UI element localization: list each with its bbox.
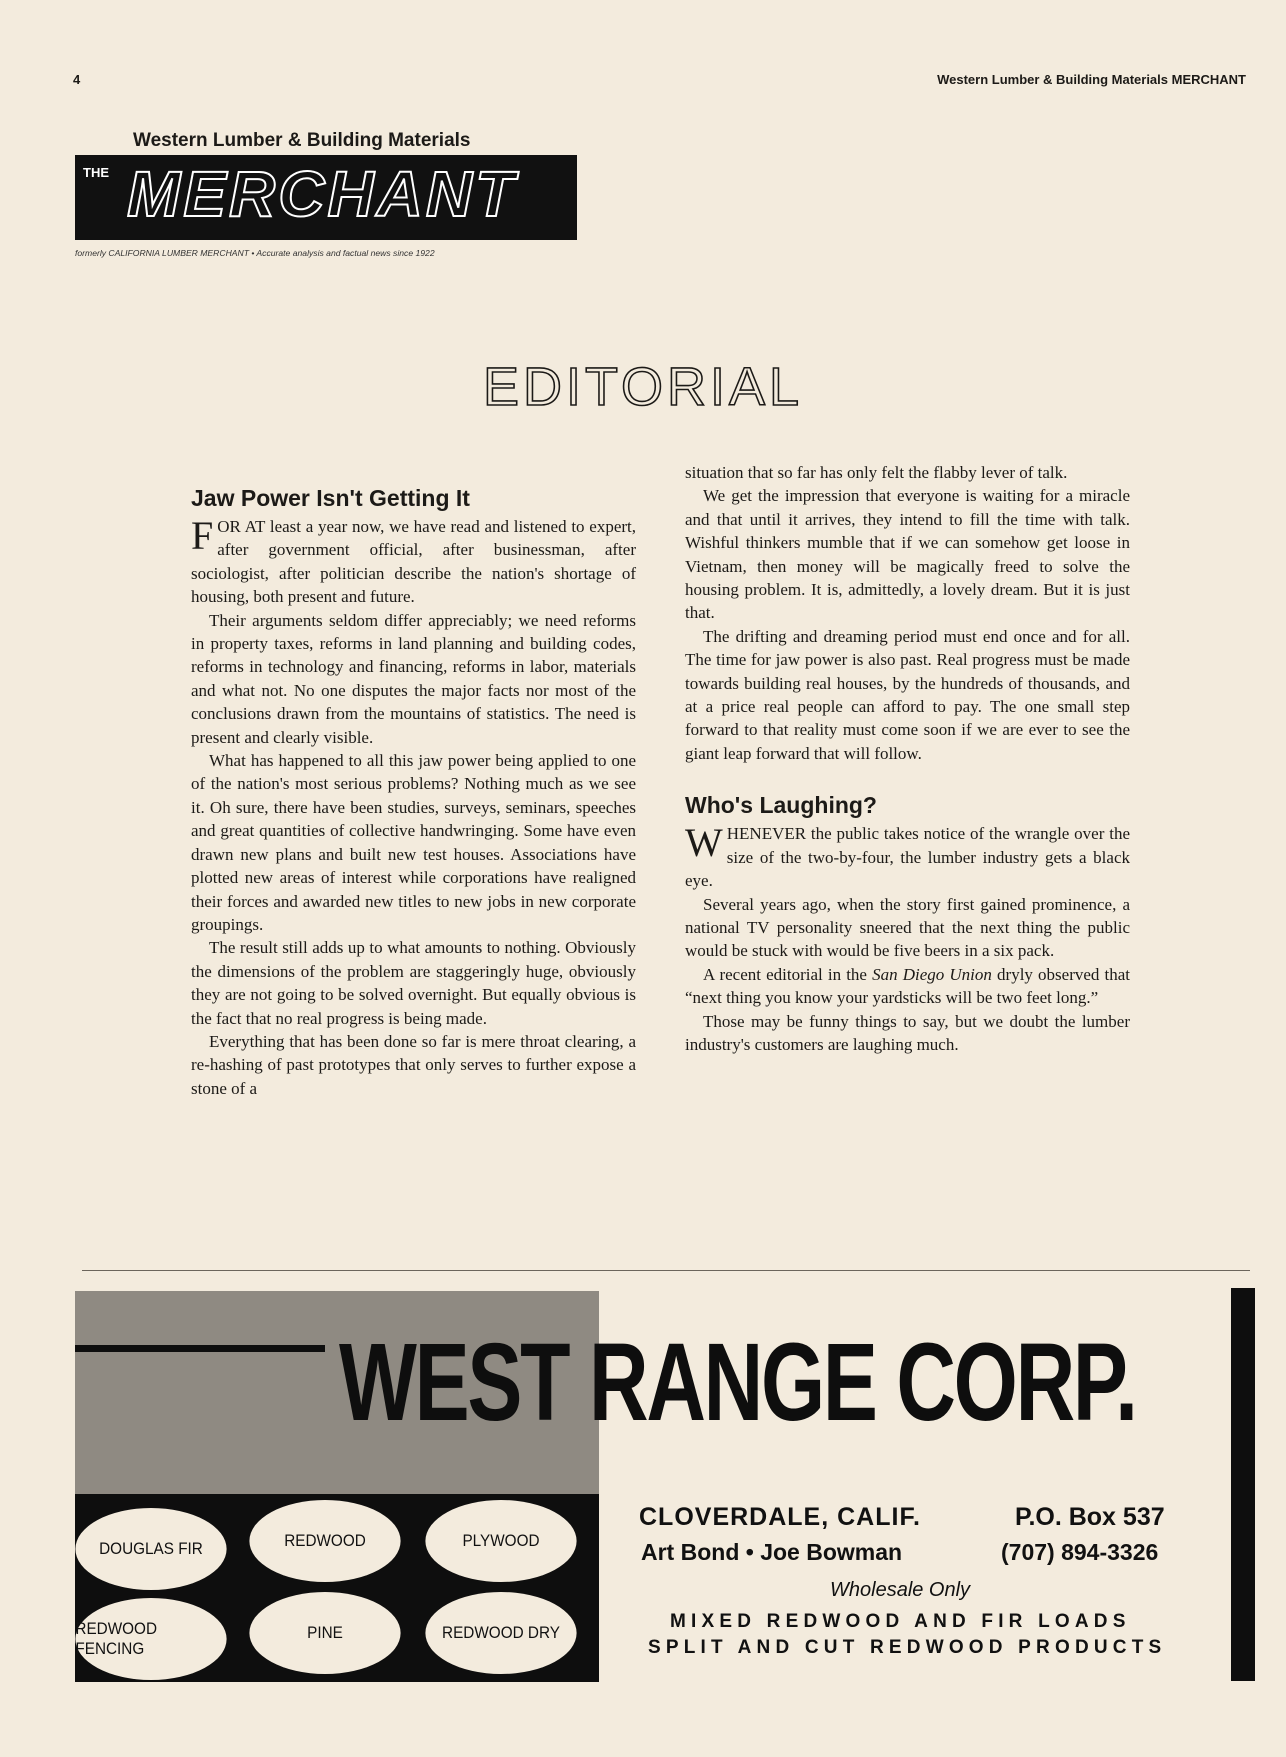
ad-city: CLOVERDALE, CALIF. bbox=[639, 1503, 921, 1531]
article-paragraph: WHENEVER the public takes notice of the wrangle over the size of the two-by-four, the lumber industry gets a black eye. bbox=[685, 820, 1130, 891]
article-paragraph: Their arguments seldom differ appreciably; we need reforms in property taxes, reforms in land planning and building codes, reforms in technology and financing, reforms in labor, materials and what not. No one disputes the major facts nor most of the conclusions drawn from the mountains of statistics. The need is present and clearly visible. bbox=[191, 610, 636, 747]
drop-cap: F bbox=[191, 513, 214, 558]
masthead-logo bbox=[75, 155, 577, 240]
article-title: Jaw Power Isn't Getting It bbox=[191, 485, 470, 511]
page-number: 4 bbox=[73, 72, 81, 87]
article-title: Who's Laughing? bbox=[685, 792, 877, 819]
product-oval: REDWOOD bbox=[249, 1500, 400, 1582]
article-paragraph: FOR AT least a year now, we have read and listened to expert, after government official, after businessman, after sociologist, after politician describe the nation's shortage of housing, both present and future. bbox=[191, 513, 636, 607]
column-left bbox=[191, 484, 636, 1100]
ad-side-bar bbox=[1231, 1288, 1255, 1681]
article-paragraph: We get the impression that everyone is waiting for a miracle and that until it arrives, they intend to fill the time with talk. Wishful thinkers mumble that if we can somehow get loose in Vietnam, then money will be magically freed to solve the housing problem. It is, admittedly, a lovely dream. But it is just that. bbox=[685, 486, 1130, 623]
masthead-tagline: formerly CALIFORNIA LUMBER MERCHANT • Accurate analysis and factual news since 1922 bbox=[75, 248, 435, 258]
ad-wholesale: Wholesale Only bbox=[830, 1579, 971, 1601]
drop-cap: W bbox=[685, 820, 723, 866]
divider bbox=[82, 1270, 1250, 1271]
article-paragraph: What has happened to all this jaw power being applied to one of the nation's most serious problems? Nothing much as we see it. Oh sure, there have been studies, surveys, seminars, speeches and great quantities of collective handwringing. Some have even drawn new plans and built new test houses. Associations have plotted new areas of interest while corporations have realigned their forces and awarded new titles to new jobs in new corporate groupings. bbox=[191, 751, 636, 934]
masthead-the: THE bbox=[83, 165, 109, 180]
article-paragraph: A recent editorial in the San Diego Union dryly observed that “next thing you know your yardsticks will be two feet long.” bbox=[685, 964, 1131, 1008]
article-paragraph: The result still adds up to what amounts to nothing. Obviously the dimensions of the problem are staggeringly huge, obviously they are not going to be solved overnight. But equally obvious is the fact that no real progress is being made. bbox=[191, 938, 636, 1028]
ad-product-panel bbox=[75, 1494, 599, 1682]
ad-tagline-1: MIXED REDWOOD AND FIR LOADS bbox=[670, 1611, 1131, 1632]
article-paragraph: situation that so far has only felt the flabby lever of talk. bbox=[685, 463, 1068, 482]
masthead-subtitle: Western Lumber & Building Materials bbox=[133, 130, 471, 151]
masthead-title: MERCHANT bbox=[127, 158, 518, 230]
product-oval: PLYWOOD bbox=[425, 1500, 576, 1582]
ad-tagline-2: SPLIT AND CUT REDWOOD PRODUCTS bbox=[648, 1637, 1167, 1658]
ad-company-name: WEST RANGE CORP. bbox=[339, 1321, 1136, 1444]
article-paragraph: Those may be funny things to say, but we doubt the lumber industry's customers are laughing much. bbox=[685, 1011, 1130, 1054]
running-head: Western Lumber & Building Materials MERCHANT bbox=[937, 72, 1246, 87]
ad-po-box: P.O. Box 537 bbox=[1015, 1503, 1165, 1531]
ad-rule bbox=[75, 1345, 325, 1352]
ad-phone: (707) 894-3326 bbox=[1001, 1539, 1159, 1565]
ad-contacts: Art Bond • Joe Bowman bbox=[641, 1539, 903, 1565]
article-paragraph: Several years ago, when the story first gained prominence, a national TV personality sneered that the next thing the public would be stuck with would be five beers in a six pack. bbox=[685, 894, 1130, 961]
product-oval: REDWOOD FENCING bbox=[75, 1598, 226, 1680]
article-paragraph: The drifting and dreaming period must end once and for all. The time for jaw power is also past. Real progress must be made towards building real houses, by the hundreds of thousands, and at a price real people can afford to pay. The one small step forward to that reality must come soon if we are ever to see the giant leap forward that will follow. bbox=[685, 626, 1130, 763]
product-oval: REDWOOD DRY bbox=[425, 1592, 576, 1674]
advertisement bbox=[75, 1291, 1275, 1691]
editorial-heading: EDITORIAL bbox=[482, 357, 804, 417]
article-paragraph: Everything that has been done so far is mere throat clearing, a re-hashing of past prototypes that only serves to further expose a stone of a bbox=[191, 1031, 636, 1098]
column-right bbox=[685, 461, 1130, 1056]
product-oval: PINE bbox=[249, 1592, 400, 1674]
product-oval: DOUGLAS FIR bbox=[75, 1508, 226, 1590]
